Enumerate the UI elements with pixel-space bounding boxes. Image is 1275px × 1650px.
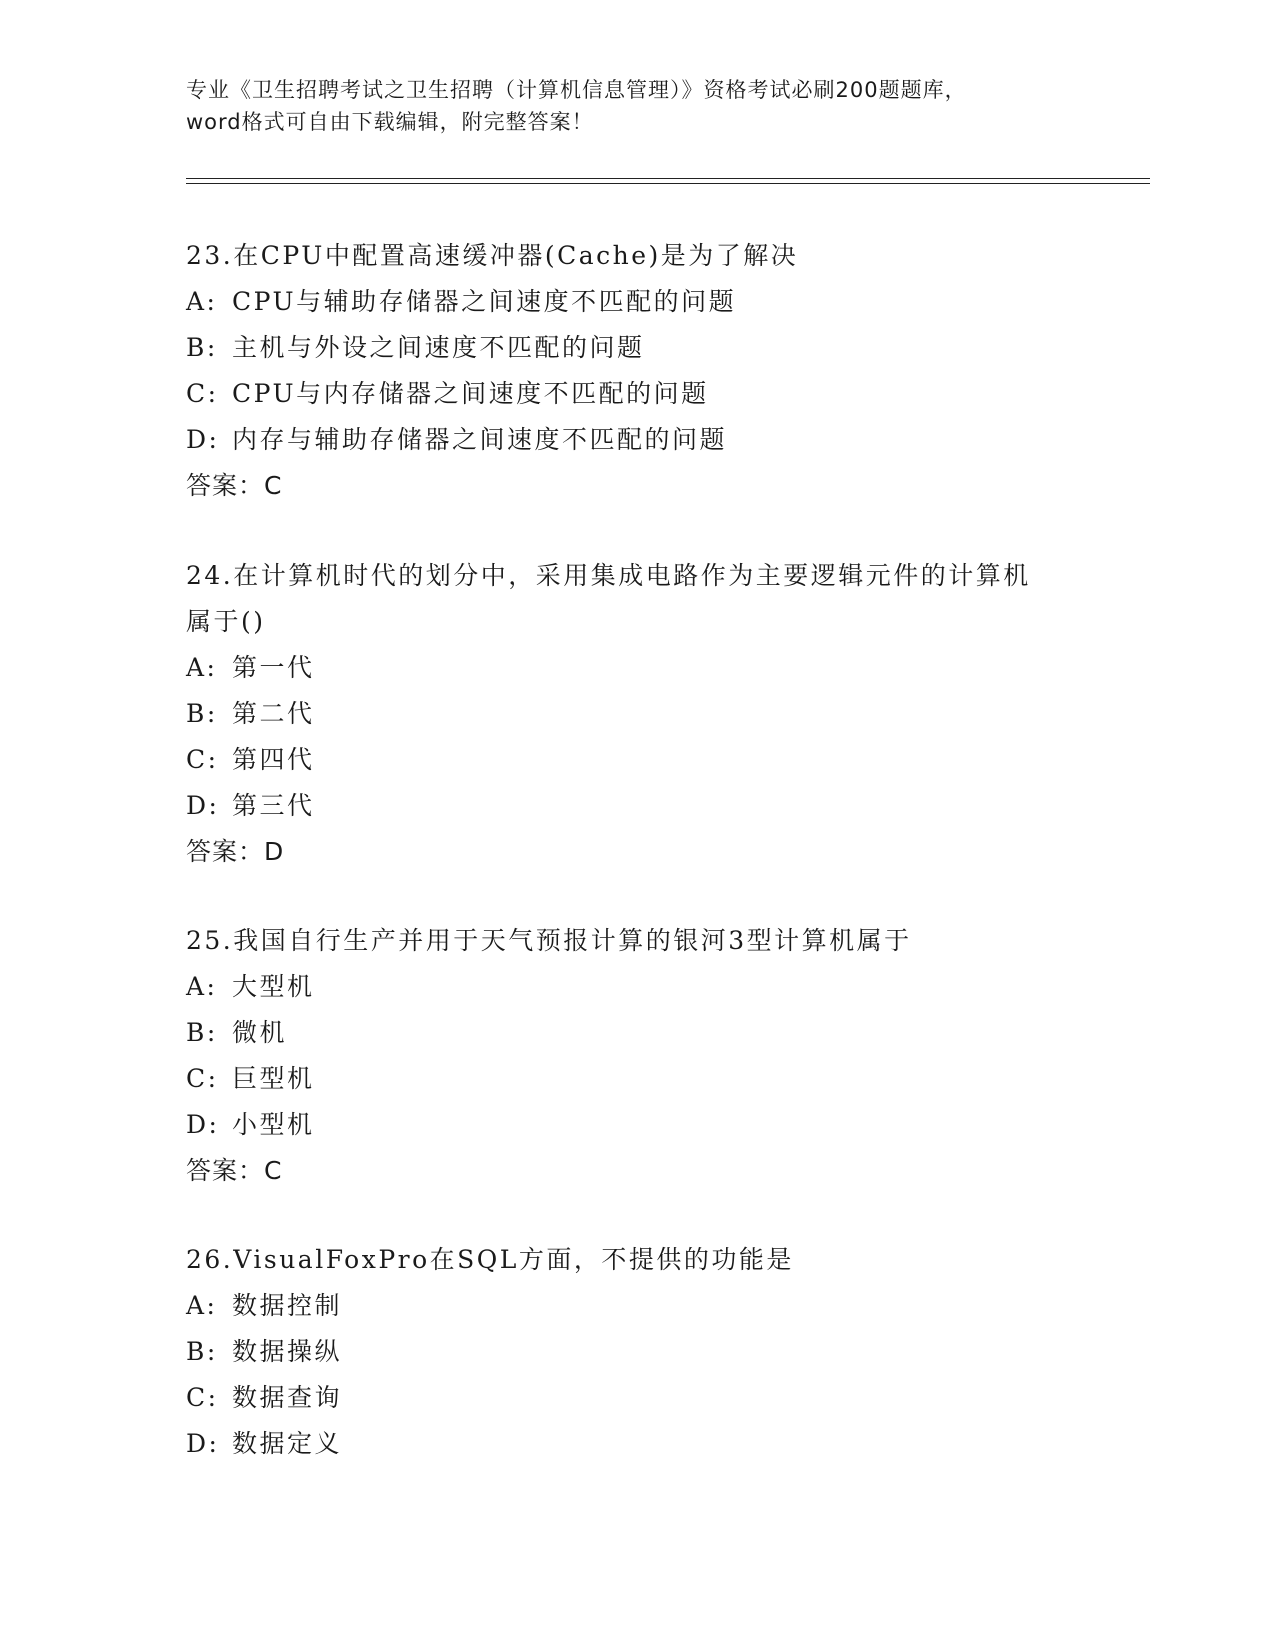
option-d [186,1421,1086,1467]
question-26 [186,1237,1086,1467]
option-a [186,964,1086,1010]
option-label: A: [186,972,218,1001]
option-text: 第一代 [232,653,315,682]
option-label: C: [186,379,219,408]
option-label: A: [186,653,218,682]
option-label: D: [186,1110,220,1139]
option-label: B: [186,699,218,728]
answer-line: 答案：C [186,471,283,500]
option-a [186,279,1086,325]
option-label: C: [186,745,219,774]
header-divider-bottom [186,183,1150,184]
option-c [186,1056,1086,1102]
option-text: CPU与内存储器之间速度不匹配的问题 [232,379,709,408]
option-text: 第四代 [232,745,315,774]
question-stem: 26.VisualFoxPro在SQL方面，不提供的功能是 [186,1245,794,1274]
question-stem: 25.我国自行生产并用于天气预报计算的银河3型计算机属于 [186,926,912,955]
option-c [186,1375,1086,1421]
answer-line: 答案：C [186,1156,283,1185]
answer-line: 答案：D [186,837,285,866]
option-label: D: [186,791,220,820]
option-text: 第二代 [232,699,315,728]
option-text: 内存与辅助存储器之间速度不匹配的问题 [232,425,728,454]
option-b [186,325,1086,371]
option-label: C: [186,1383,219,1412]
option-text: 数据控制 [232,1291,343,1320]
option-d [186,783,1086,829]
option-text: 数据定义 [232,1429,343,1458]
option-label: B: [186,1018,218,1047]
option-text: 微机 [232,1018,288,1047]
header-title-line-1: 专业《卫生招聘考试之卫生招聘（计算机信息管理）》资格考试必刷200题题库， [186,78,967,102]
option-label: D: [186,1429,220,1458]
option-label: B: [186,1337,218,1366]
option-c [186,737,1086,783]
question-stem: 24.在计算机时代的划分中，采用集成电路作为主要逻辑元件的计算机 [186,561,1031,590]
document-header [186,74,1086,138]
option-text: 大型机 [232,972,315,1001]
option-label: A: [186,1291,218,1320]
header-title-line-2: word格式可自由下载编辑，附完整答案！ [186,110,594,134]
option-label: B: [186,333,218,362]
question-stem: 23.在CPU中配置高速缓冲器(Cache)是为了解决 [186,241,799,270]
option-a [186,645,1086,691]
option-label: D: [186,425,220,454]
question-24 [186,553,1086,875]
option-text: 数据查询 [232,1383,343,1412]
option-text: 数据操纵 [232,1337,343,1366]
option-label: A: [186,287,218,316]
option-d [186,417,1086,463]
option-b [186,1329,1086,1375]
option-c [186,371,1086,417]
option-text: 第三代 [232,791,315,820]
option-b [186,691,1086,737]
option-b [186,1010,1086,1056]
option-text: 小型机 [232,1110,315,1139]
option-label: C: [186,1064,219,1093]
option-text: 主机与外设之间速度不匹配的问题 [232,333,645,362]
question-stem-continued: 属于() [186,607,266,636]
option-text: CPU与辅助存储器之间速度不匹配的问题 [232,287,737,316]
option-text: 巨型机 [232,1064,315,1093]
question-23 [186,233,1086,509]
header-divider-top [186,178,1150,179]
question-25 [186,918,1086,1194]
option-d [186,1102,1086,1148]
option-a [186,1283,1086,1329]
